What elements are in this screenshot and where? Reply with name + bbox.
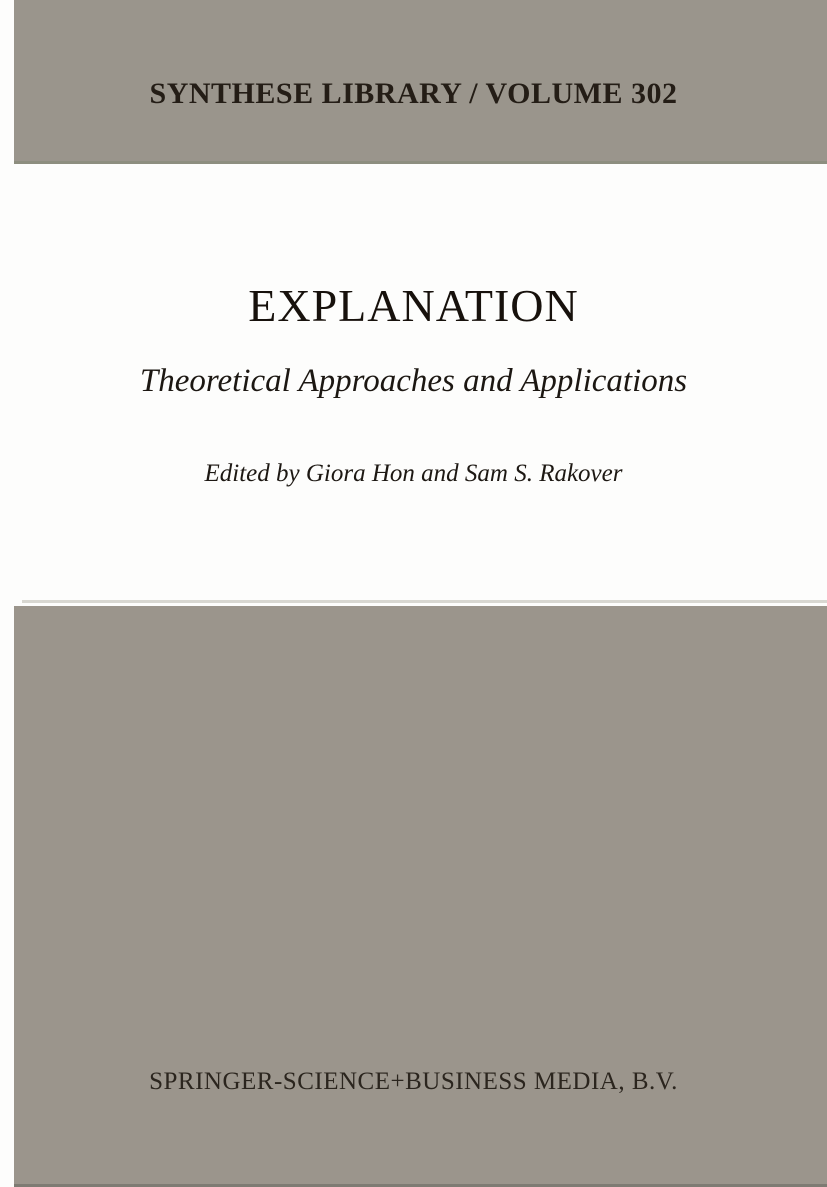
- scan-shadow-line: [22, 600, 827, 603]
- lower-gray-band: [14, 606, 827, 1187]
- series-volume-line: SYNTHESE LIBRARY / VOLUME 302: [149, 77, 678, 110]
- editors-line: Edited by Giora Hon and Sam S. Rakover: [204, 460, 623, 487]
- book-subtitle: Theoretical Approaches and Applications: [139, 363, 688, 399]
- publisher-line: SPRINGER-SCIENCE+BUSINESS MEDIA, B.V.: [149, 1068, 678, 1095]
- book-title: EXPLANATION: [248, 280, 579, 331]
